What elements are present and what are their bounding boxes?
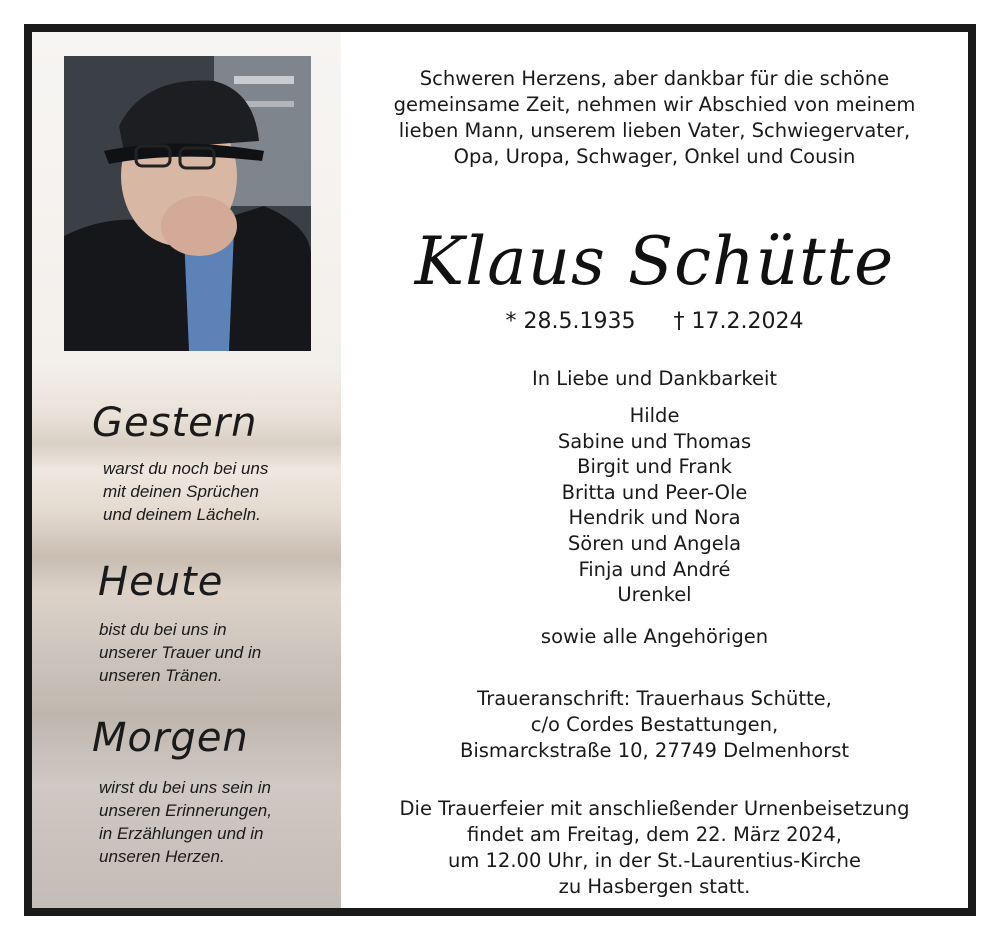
- family-member: Britta und Peer-Ole: [561, 480, 748, 504]
- relatives-text: sowie alle Angehörigen: [540, 625, 769, 648]
- poem-line: warst du noch bei uns: [103, 459, 269, 478]
- poem-gestern-title: Gestern: [92, 400, 258, 446]
- poem-line: unseren Tränen.: [99, 666, 223, 685]
- ceremony-info: [341, 796, 968, 900]
- poem-line: wirst du bei uns sein in: [99, 778, 271, 797]
- life-dates: [341, 307, 968, 337]
- obituary-frame: [24, 24, 976, 916]
- mourning-address: [341, 686, 968, 764]
- family-member: Sabine und Thomas: [557, 429, 752, 453]
- intro-line: lieben Mann, unserem lieben Vater, Schwiegervater,: [398, 119, 911, 142]
- main-content: [341, 32, 968, 908]
- portrait-illustration: [64, 56, 311, 351]
- ceremony-line: um 12.00 Uhr, in der St.-Laurentius-Kirche: [447, 849, 862, 872]
- family-member: Hendrik und Nora: [568, 506, 741, 530]
- intro-text: [341, 66, 968, 170]
- ceremony-line: zu Hasbergen statt.: [558, 875, 751, 898]
- poem-heute-title: Heute: [98, 559, 224, 605]
- address-line: Bismarckstraße 10, 27749 Delmenhorst: [459, 739, 850, 762]
- family-member: Hilde: [629, 404, 680, 427]
- intro-line: gemeinsame Zeit, nehmen wir Abschied von meinem: [393, 93, 916, 116]
- address-line: Traueranschrift: Trauerhaus Schütte,: [477, 687, 832, 710]
- birth-date: * 28.5.1935: [505, 309, 636, 334]
- intro-line: Opa, Uropa, Schwager, Onkel und Cousin: [453, 145, 856, 168]
- intro-line: Schweren Herzens, aber dankbar für die schöne: [419, 67, 890, 90]
- death-date: † 17.2.2024: [673, 309, 804, 334]
- poem-line: bist du bei uns in: [99, 620, 227, 639]
- poem-line: unseren Herzen.: [99, 847, 225, 866]
- portrait-photo: [64, 56, 311, 351]
- poem-line: in Erzählungen und in: [99, 824, 264, 843]
- poem-line: und deinem Lächeln.: [103, 505, 261, 524]
- poem-line: mit deinen Sprüchen: [103, 482, 259, 501]
- ceremony-line: Die Trauerfeier mit anschließender Urnenbeisetzung: [399, 797, 910, 820]
- family-member: Urenkel: [617, 583, 692, 607]
- deceased-name: Klaus Schütte: [414, 223, 895, 300]
- poem-line: unseren Erinnerungen,: [99, 801, 272, 820]
- poem-morgen-title: Morgen: [92, 715, 249, 761]
- side-panel: [32, 32, 341, 908]
- poem-line: unserer Trauer und in: [99, 643, 262, 662]
- dedication: In Liebe und Dankbarkeit: [531, 367, 778, 390]
- family-member: Finja und André: [578, 557, 731, 581]
- ceremony-line: findet am Freitag, dem 22. März 2024,: [466, 823, 842, 846]
- address-line: c/o Cordes Bestattungen,: [530, 713, 779, 736]
- family-member: Birgit und Frank: [577, 455, 732, 479]
- family-list: [341, 403, 968, 608]
- family-member: Sören und Angela: [567, 531, 742, 555]
